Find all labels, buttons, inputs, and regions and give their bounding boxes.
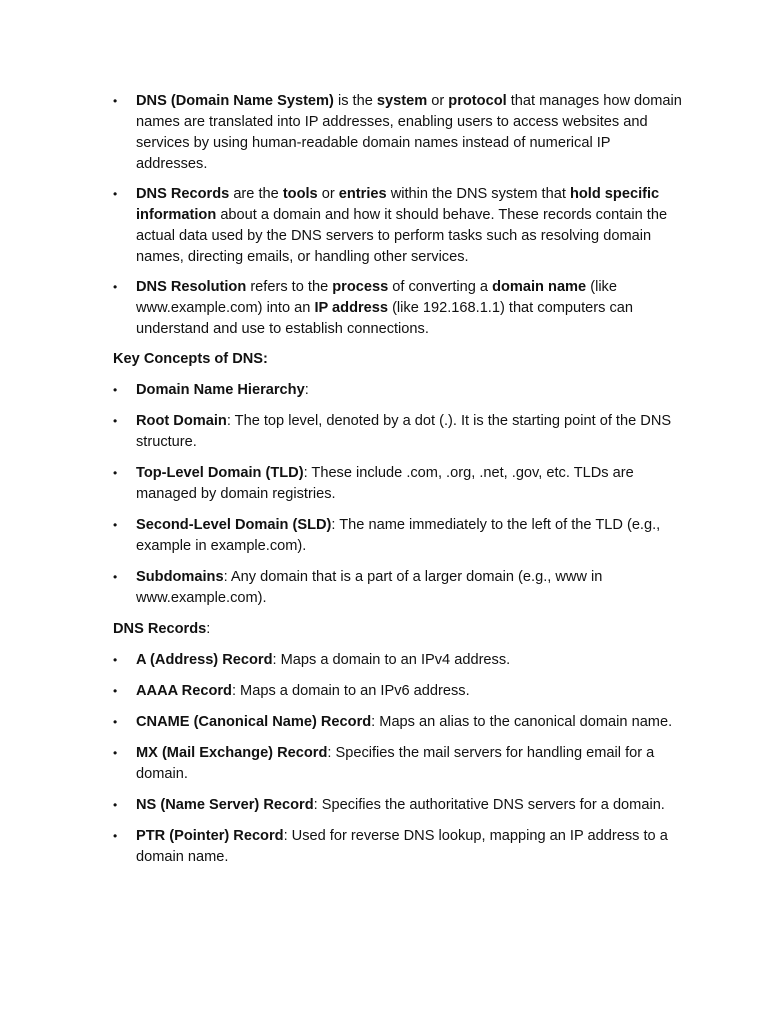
list-item: • Top-Level Domain (TLD): These include .com, .org, .net, .gov, etc. TLDs are managed by domain registries. bbox=[113, 465, 634, 502]
bullet-icon: • bbox=[113, 94, 118, 108]
key-concepts-heading: Key Concepts of DNS: bbox=[113, 351, 268, 367]
bullet-icon: • bbox=[113, 414, 118, 428]
dns-records-list bbox=[113, 650, 684, 868]
list-item: • MX (Mail Exchange) Record: Specifies the mail servers for handling email for a domain. bbox=[113, 745, 655, 782]
bullet-icon: • bbox=[113, 684, 118, 698]
bullet-icon: • bbox=[113, 829, 118, 843]
list-item: • Subdomains: Any domain that is a part of a larger domain (e.g., www in www.example.com). bbox=[113, 569, 603, 606]
bullet-icon: • bbox=[113, 383, 118, 397]
bullet-icon: • bbox=[113, 518, 118, 532]
bullet-icon: • bbox=[113, 746, 118, 760]
intro-item-dns-resolution: • DNS Resolution refers to the process of converting a domain name (like www.example.com) into an IP address (like 192.168.1.1) that computers can understand and use to establish connections. bbox=[113, 279, 634, 337]
bullet-icon: • bbox=[113, 653, 118, 667]
intro-item-dns-records: • DNS Records are the tools or entries within the DNS system that hold specific information about a domain and how it should behave. These records contain the actual data used by the DNS servers to perform tasks such as resolving domain names, directing emails, or handling other services. bbox=[113, 186, 668, 265]
bullet-icon: • bbox=[113, 715, 118, 729]
list-item: • CNAME (Canonical Name) Record: Maps an alias to the canonical domain name. bbox=[113, 712, 684, 733]
dns-records-heading: DNS Records: bbox=[113, 621, 211, 637]
key-concepts-list bbox=[113, 380, 684, 609]
list-item: • Domain Name Hierarchy: bbox=[113, 380, 684, 401]
bullet-icon: • bbox=[113, 570, 118, 584]
list-item: • PTR (Pointer) Record: Used for reverse DNS lookup, mapping an IP address to a domain name. bbox=[113, 828, 668, 865]
bullet-icon: • bbox=[113, 798, 118, 812]
bullet-icon: • bbox=[113, 466, 118, 480]
intro-list bbox=[113, 91, 684, 340]
list-item: • Root Domain: The top level, denoted by a dot (.). It is the starting point of the DNS structure. bbox=[113, 413, 672, 450]
bullet-icon: • bbox=[113, 280, 118, 294]
list-item: • Second-Level Domain (SLD): The name immediately to the left of the TLD (e.g., example in example.com). bbox=[113, 517, 661, 554]
list-item: • A (Address) Record: Maps a domain to an IPv4 address. bbox=[113, 650, 684, 671]
intro-item-dns: • DNS (Domain Name System) is the system or protocol that manages how domain names are translated into IP addresses, enabling users to access websites and services by using human-readable domain names instead of numerical IP addresses. bbox=[113, 93, 682, 172]
bullet-icon: • bbox=[113, 187, 118, 201]
list-item: • AAAA Record: Maps a domain to an IPv6 address. bbox=[113, 681, 684, 702]
list-item: • NS (Name Server) Record: Specifies the authoritative DNS servers for a domain. bbox=[113, 795, 684, 816]
